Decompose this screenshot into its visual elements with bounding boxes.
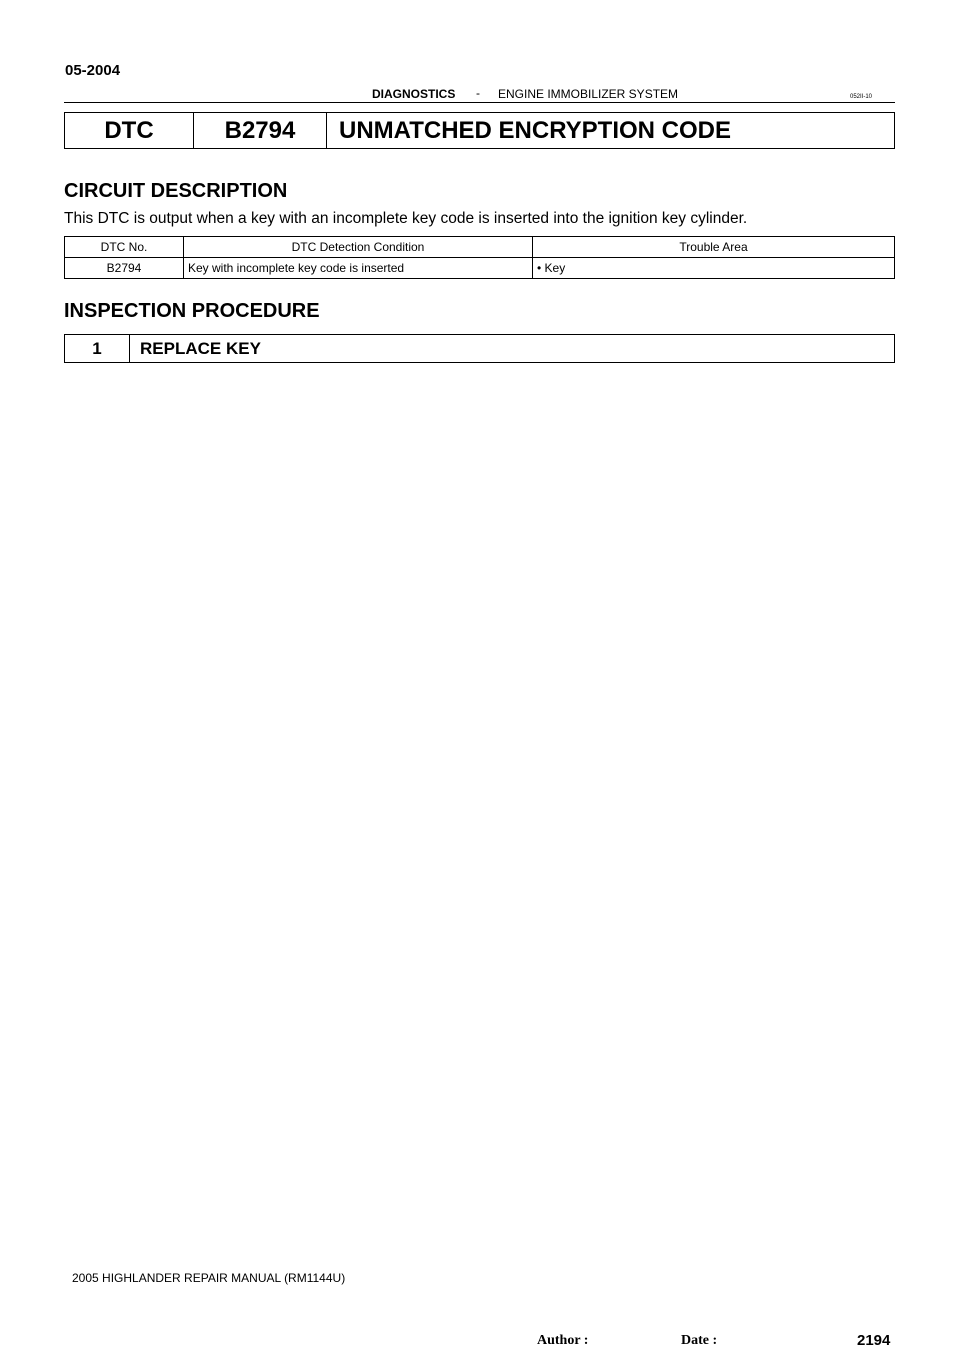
dtc-title-box	[64, 112, 895, 149]
table-cell-condition: Key with incomplete key code is inserted	[184, 258, 533, 279]
header-divider	[64, 102, 895, 103]
table-header-row	[65, 237, 895, 258]
step-title: REPLACE KEY	[130, 335, 895, 363]
table-row	[65, 258, 895, 279]
table-header-cell: DTC No.	[65, 237, 184, 258]
header-separator: -	[476, 86, 480, 100]
footer-date-label: Date :	[681, 1333, 718, 1348]
table-cell-dtc-no: B2794	[65, 258, 184, 279]
dtc-table	[64, 236, 895, 279]
header-system: ENGINE IMMOBILIZER SYSTEM	[498, 87, 679, 101]
page-code: 05-2004	[65, 62, 121, 79]
footer-manual-title: 2005 HIGHLANDER REPAIR MANUAL (RM1144U)	[72, 1271, 346, 1285]
doc-code: 052II-10	[850, 94, 873, 100]
circuit-description-text: This DTC is output when a key with an incomplete key code is inserted into the ignition key cylinder.	[64, 210, 748, 227]
dtc-code: B2794	[194, 113, 327, 149]
footer-page-number: 2194	[857, 1332, 891, 1349]
table-header-cell: Trouble Area	[533, 237, 895, 258]
step-number: 1	[65, 335, 130, 363]
inspection-procedure-heading: INSPECTION PROCEDURE	[64, 300, 320, 322]
dtc-label: DTC	[65, 113, 194, 149]
table-cell-trouble-area: • Key	[533, 258, 895, 279]
inspection-step-box	[64, 334, 895, 363]
table-header-cell: DTC Detection Condition	[184, 237, 533, 258]
circuit-description-heading: CIRCUIT DESCRIPTION	[64, 180, 288, 202]
footer-author-label: Author :	[537, 1333, 589, 1348]
header-section: DIAGNOSTICS	[372, 87, 456, 101]
dtc-title: UNMATCHED ENCRYPTION CODE	[327, 113, 895, 149]
